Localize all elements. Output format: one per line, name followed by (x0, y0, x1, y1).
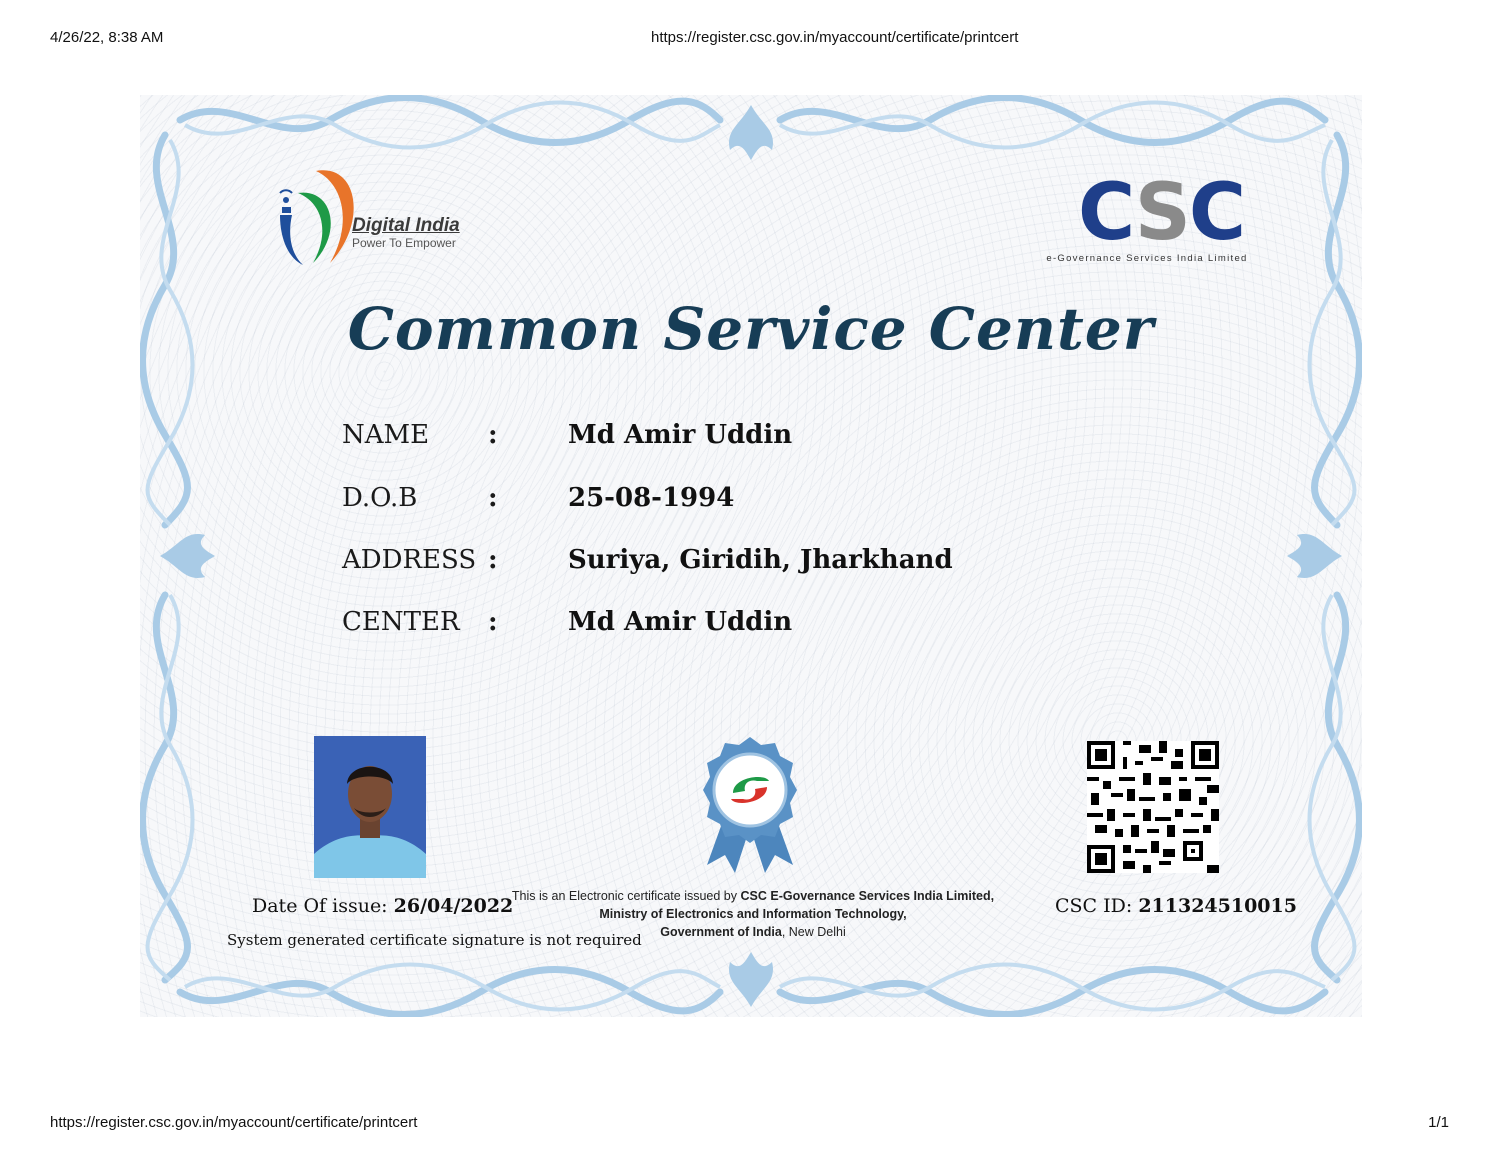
notice-government: Government of India (660, 925, 782, 939)
csc-logo-letter-c2: C (1188, 168, 1245, 258)
notice-location: , New Delhi (781, 925, 846, 939)
holder-photo (314, 736, 426, 878)
notice-ministry: Ministry of Electronics and Information Technology, (599, 907, 907, 921)
name-value: Md Amir Uddin (568, 420, 793, 450)
address-label: ADDRESS (342, 545, 477, 575)
print-datetime: 4/26/22, 8:38 AM (50, 29, 164, 46)
name-label: NAME (342, 420, 430, 450)
center-colon: : (488, 607, 498, 637)
address-value: Suriya, Giridih, Jharkhand (568, 545, 953, 575)
csc-tagline: e-Governance Services India Limited (1046, 253, 1248, 264)
qr-code-icon (1087, 741, 1219, 873)
notice-issuer: CSC E-Governance Services India Limited, (740, 889, 995, 903)
dob-colon: : (488, 483, 498, 513)
address-colon: : (488, 545, 498, 575)
csc-logo-letter-c: C (1078, 168, 1135, 258)
csc-id (1055, 895, 1297, 917)
digital-india-tagline: Power To Empower (352, 236, 456, 250)
award-seal-icon (695, 735, 805, 875)
csc-id-label: CSC ID: (1055, 895, 1139, 917)
issue-date-value: 26/04/2022 (393, 895, 514, 917)
dob-value: 25-08-1994 (568, 483, 735, 513)
page-number: 1/1 (1428, 1114, 1449, 1131)
csc-id-value: 211324510015 (1138, 895, 1297, 917)
certificate (140, 95, 1362, 1017)
system-generated-note: System generated certificate signature is not required (227, 931, 642, 949)
issuer-notice (498, 887, 1008, 941)
certificate-title: Common Service Center (347, 295, 1155, 363)
name-colon: : (488, 420, 498, 450)
issue-date-label: Date Of issue: (252, 895, 394, 917)
print-url-footer: https://register.csc.gov.in/myaccount/certificate/printcert (50, 1114, 418, 1131)
print-url-header: https://register.csc.gov.in/myaccount/certificate/printcert (651, 29, 1019, 46)
dob-label: D.O.B (342, 483, 418, 513)
issue-date (252, 895, 513, 917)
notice-prefix: This is an Electronic certificate issued by (511, 889, 741, 903)
center-label: CENTER (342, 607, 460, 637)
csc-logo-letter-s: S (1134, 168, 1189, 258)
digital-india-title: Digital India (352, 215, 460, 236)
csc-logo (1078, 168, 1245, 258)
center-value: Md Amir Uddin (568, 607, 793, 637)
